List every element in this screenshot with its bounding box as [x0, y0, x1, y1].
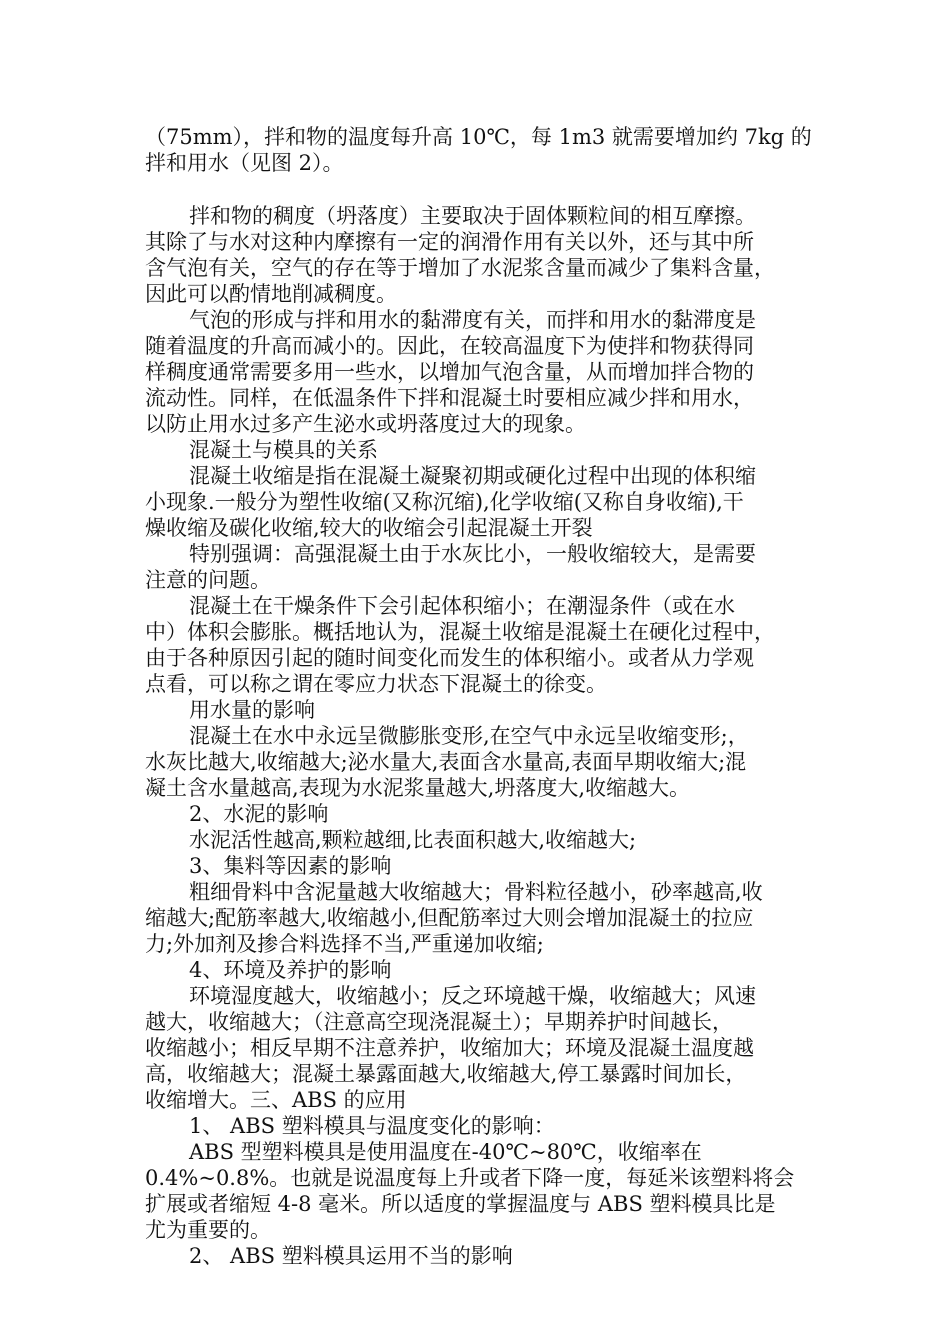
section-heading: 2、水泥的影响 — [189, 802, 329, 826]
text-line: 流动性。同样，在低温条件下拌和混凝土时要相应减少拌和用水， — [145, 386, 754, 410]
text-line: 水灰比越大,收缩越大;泌水量大,表面含水量高,表面早期收缩大;混 — [145, 750, 747, 774]
text-line: 粗细骨料中含泥量越大收缩越大；骨料粒径越小，砂率越高,收 — [189, 880, 763, 904]
text-line: 气泡的形成与拌和用水的黏滞度有关，而拌和用水的黏滞度是 — [189, 308, 756, 332]
text-line: 缩越大;配筋率越大,收缩越小,但配筋率过大则会增加混凝土的拉应 — [145, 906, 754, 930]
text-line: 由于各种原因引起的随时间变化而发生的体积缩小。或者从力学观 — [145, 646, 754, 670]
text-line: 拌和用水（见图 2）。 — [145, 151, 344, 175]
text-line: （75mm），拌和物的温度每升高 10℃，每 1m3 就需要增加约 7kg 的 — [145, 125, 812, 149]
text-line: 混凝土收缩是指在混凝土凝聚初期或硬化过程中出现的体积缩 — [189, 464, 756, 488]
text-line: 样稠度通常需要多用一些水，以增加气泡含量，从而增加拌合物的 — [145, 360, 754, 384]
section-heading: 用水量的影响 — [189, 698, 315, 722]
section-heading: 3、集料等因素的影响 — [189, 854, 392, 878]
text-line: 水泥活性越高,颗粒越细,比表面积越大,收缩越大; — [189, 828, 637, 852]
text-line: ABS 型塑料模具是使用温度在-40℃~80℃，收缩率在 — [189, 1140, 702, 1164]
text-line: 力;外加剂及掺合料选择不当,严重递加收缩; — [145, 932, 544, 956]
text-line: 收缩越小；相反早期不注意养护，收缩加大；环境及混凝土温度越 — [145, 1036, 754, 1060]
section-heading: 4、环境及养护的影响 — [189, 958, 392, 982]
text-line: 随着温度的升高而减小的。因此，在较高温度下为使拌和物获得同 — [145, 334, 754, 358]
text-line: 0.4%~0.8%。也就是说温度每上升或者下降一度，每延米该塑料将会 — [145, 1166, 795, 1190]
section-heading: 1、 ABS 塑料模具与温度变化的影响： — [189, 1114, 555, 1138]
text-line: 以防止用水过多产生泌水或坍落度过大的现象。 — [145, 412, 586, 436]
text-line: 环境湿度越大，收缩越小；反之环境越干燥，收缩越大；风速 — [189, 984, 756, 1008]
text-line: 特别强调：高强混凝土由于水灰比小，一般收缩较大，是需要 — [189, 542, 756, 566]
text-line: 含气泡有关，空气的存在等于增加了水泥浆含量而减少了集料含量， — [145, 256, 775, 280]
text-line: 点看，可以称之谓在零应力状态下混凝土的徐变。 — [145, 672, 607, 696]
text-line: 燥收缩及碳化收缩,较大的收缩会引起混凝土开裂 — [145, 516, 593, 540]
text-line: 越大，收缩越大；（注意高空现浇混凝土）；早期养护时间越长， — [145, 1010, 733, 1034]
section-heading: 混凝土与模具的关系 — [189, 438, 378, 462]
text-line: 扩展或者缩短 4-8 毫米。所以适度的掌握温度与 ABS 塑料模具比是 — [145, 1192, 776, 1216]
section-heading: 2、 ABS 塑料模具运用不当的影响 — [189, 1244, 513, 1268]
text-line: 收缩增大。三、ABS 的应用 — [145, 1088, 407, 1112]
text-line: 中）体积会膨胀。概括地认为，混凝土收缩是混凝土在硬化过程中， — [145, 620, 775, 644]
text-line: 因此可以酌情地削减稠度。 — [145, 282, 397, 306]
text-line: 混凝土在水中永远呈微膨胀变形,在空气中永远呈收缩变形;， — [189, 724, 749, 748]
text-line: 拌和物的稠度（坍落度）主要取决于固体颗粒间的相互摩擦。 — [189, 204, 756, 228]
text-line: 凝土含水量越高,表现为水泥浆量越大,坍落度大,收缩越大。 — [145, 776, 691, 800]
text-line: 高，收缩越大；混凝土暴露面越大,收缩越大,停工暴露时间加长， — [145, 1062, 747, 1086]
text-line: 小现象.一般分为塑性收缩(又称沉缩),化学收缩(又称自身收缩),干 — [145, 490, 744, 514]
text-line: 其除了与水对这种内摩擦有一定的润滑作用有关以外，还与其中所 — [145, 230, 754, 254]
text-line: 混凝土在干燥条件下会引起体积缩小；在潮湿条件（或在水 — [189, 594, 735, 618]
text-line: 尤为重要的。 — [145, 1218, 271, 1242]
text-line: 注意的问题。 — [145, 568, 271, 592]
